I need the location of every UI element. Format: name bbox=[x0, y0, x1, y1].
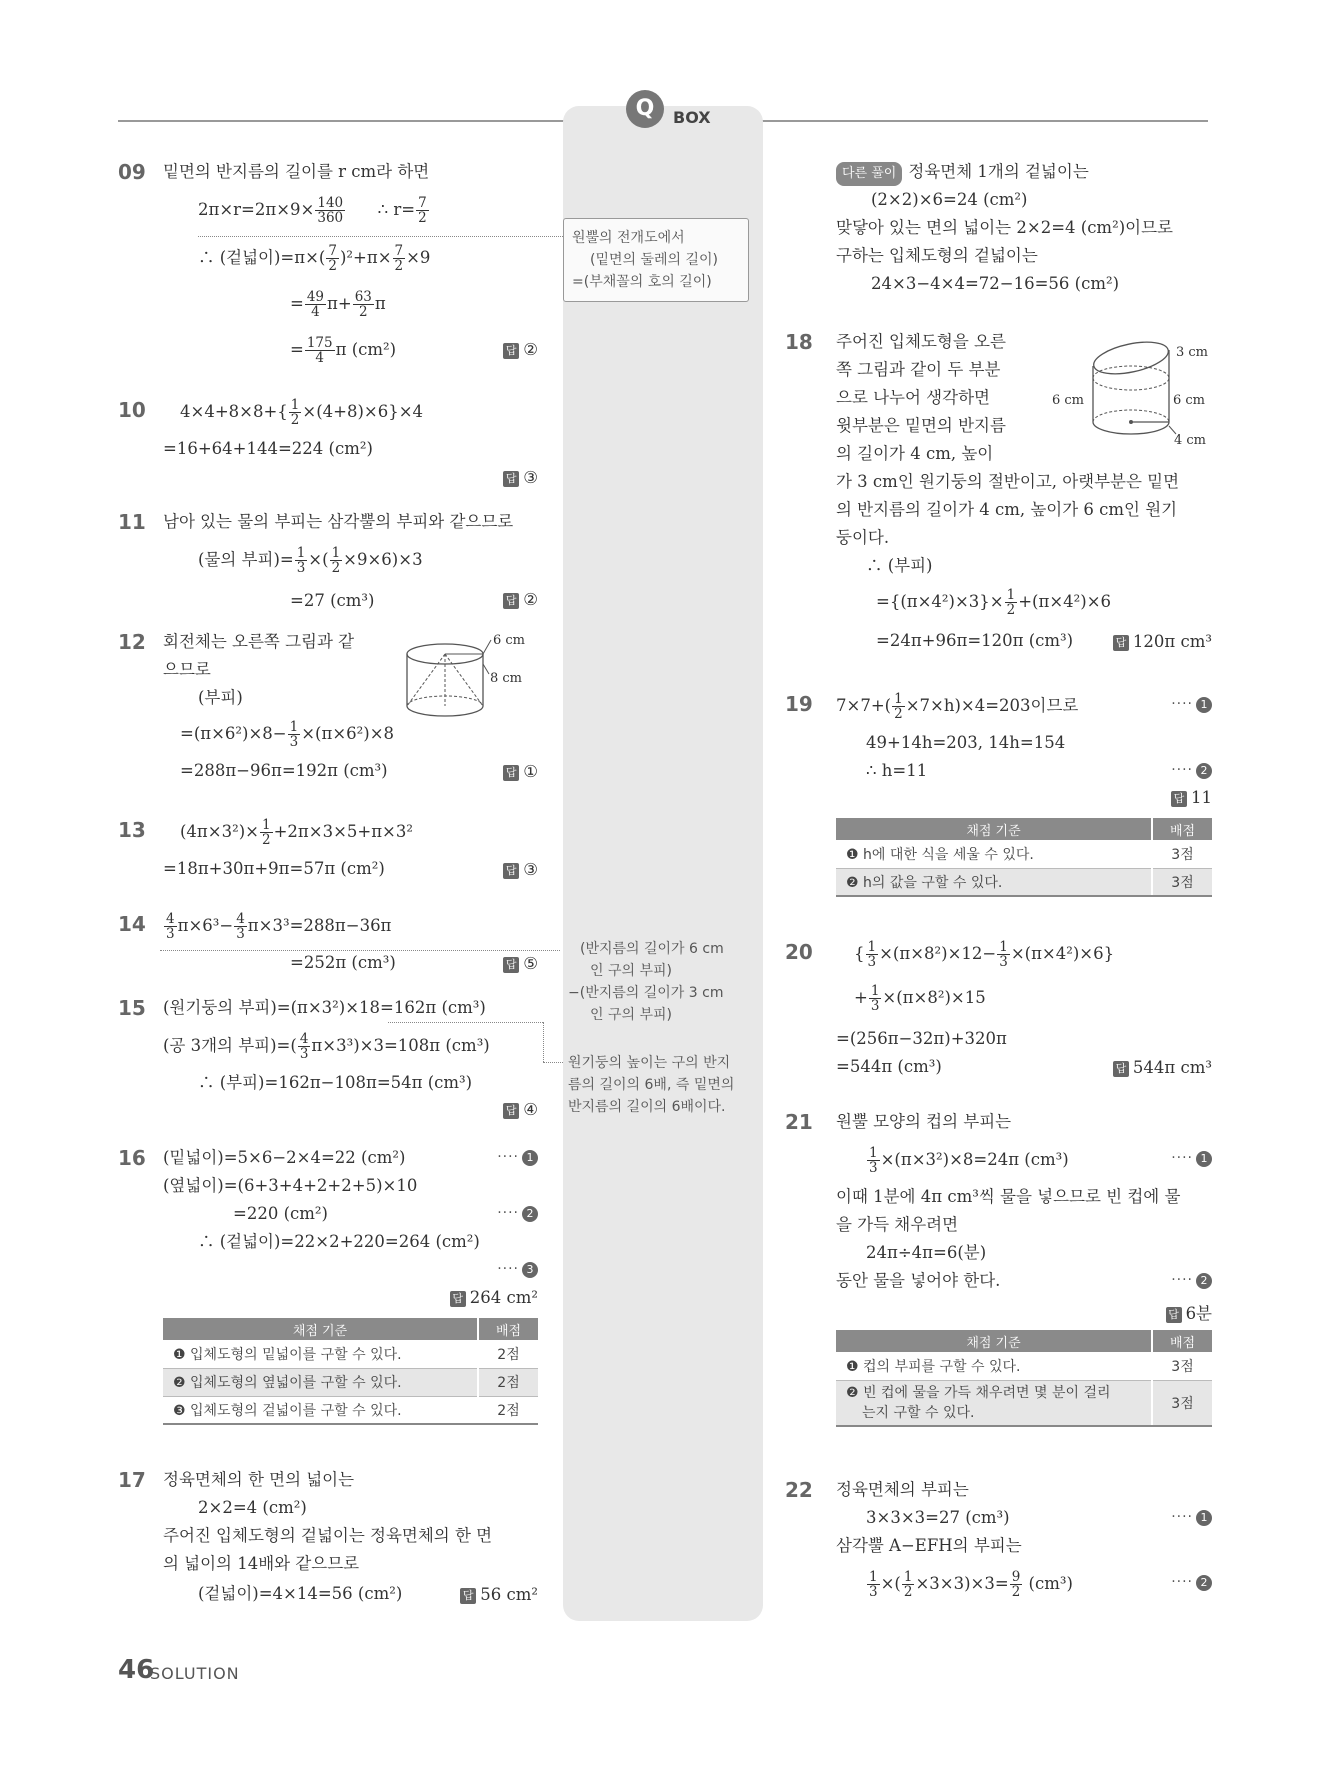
solution-line: 정육면체의 한 면의 넓이는 bbox=[163, 1470, 355, 1489]
solution-line: 의 넓이의 14배와 같으므로 bbox=[163, 1554, 360, 1573]
grading-points: 3점 bbox=[1152, 1380, 1212, 1426]
solution-line: 밑면의 반지름의 길이를 r cm라 하면 bbox=[163, 162, 430, 181]
answer-icon: 답 bbox=[503, 1103, 519, 1119]
answer-icon: 답 bbox=[1166, 1307, 1182, 1323]
answer-value: ② bbox=[523, 590, 538, 609]
solution-line: = $\frac{175}{4}$ π (cm²) bbox=[290, 335, 397, 366]
answer-icon: 답 bbox=[503, 765, 519, 781]
page-number: 46 bbox=[118, 1655, 155, 1685]
solution-line: ∴ (겉넓이)=π×( $\frac{7}{2}$ )²+π× $\frac{7}{2}$ ×9 bbox=[198, 243, 431, 274]
grading-criterion bbox=[836, 1380, 1152, 1426]
answer-value: 544π cm³ bbox=[1132, 1058, 1212, 1077]
grading-points: 3점 bbox=[1152, 1352, 1212, 1380]
problem-number: 21 bbox=[785, 1110, 813, 1134]
answer-value: 6분 bbox=[1185, 1304, 1212, 1323]
solution-line: 정육면체의 부피는 bbox=[836, 1480, 969, 1499]
grading-points: 2점 bbox=[478, 1396, 538, 1424]
solution-line: 구하는 입체도형의 겉넓이는 bbox=[836, 246, 1038, 265]
answer bbox=[1166, 1300, 1212, 1324]
solution-line: (부피) bbox=[198, 688, 243, 707]
leader-line bbox=[543, 1062, 563, 1063]
answer bbox=[503, 468, 538, 487]
answer-value: ⑤ bbox=[523, 954, 538, 973]
solution-line: $\frac{1}{3}$ ×(π×3²)×8=24π (cm³) bbox=[869, 1145, 1069, 1176]
problem-number: 10 bbox=[118, 398, 146, 422]
solution-line: 7×7+( $\frac{1}{2}$ ×7×h)×4=203이므로 bbox=[836, 691, 1079, 722]
answer-value: ③ bbox=[523, 468, 538, 487]
grading-table bbox=[163, 1318, 538, 1425]
qbox-sidebar bbox=[563, 106, 763, 1621]
answer-icon: 답 bbox=[503, 863, 519, 879]
solution-line: =18π+30π+9π=57π (cm²) bbox=[163, 859, 385, 878]
solution-line: ∴ (부피)=162π−108π=54π (cm³) bbox=[198, 1073, 473, 1092]
step-marker: ···· 3 bbox=[497, 1261, 538, 1278]
answer-value: 56 cm² bbox=[480, 1585, 538, 1604]
answer-icon: 답 bbox=[503, 593, 519, 609]
grading-header: 채점 기준 bbox=[163, 1318, 478, 1340]
solution-line: 주어진 입체도형을 오른 bbox=[836, 332, 1006, 351]
step-marker: ···· 1 bbox=[1171, 696, 1212, 713]
problem-number: 13 bbox=[118, 818, 146, 842]
solution-line: 남아 있는 물의 부피는 삼각뿔의 부피와 같으므로 bbox=[163, 512, 514, 531]
grading-points: 3점 bbox=[1152, 868, 1212, 896]
solution-line: =288π−96π=192π (cm³) bbox=[180, 761, 388, 780]
note-line: 반지름의 길이의 6배이다. bbox=[568, 1099, 726, 1115]
answer-icon: 답 bbox=[460, 1588, 476, 1604]
grading-table bbox=[836, 1330, 1212, 1427]
answer bbox=[503, 762, 538, 781]
solution-line: (4π×3²)× $\frac{1}{2}$ +2π×3×5+π×3² bbox=[180, 817, 413, 848]
leader-line bbox=[198, 236, 563, 237]
solution-line: 2×2=4 (cm²) bbox=[198, 1498, 307, 1517]
note-line: (반지름의 길이가 6 cm bbox=[580, 941, 724, 957]
solution-line: 으로 나누어 생각하면 bbox=[836, 388, 990, 407]
step-marker: ···· 2 bbox=[497, 1205, 538, 1222]
answer-value: ① bbox=[523, 762, 538, 781]
problem-number: 20 bbox=[785, 940, 813, 964]
problem-number: 16 bbox=[118, 1146, 146, 1170]
note-line: 름의 길이의 6배, 즉 밑면의 bbox=[568, 1077, 735, 1093]
solution-line: (원기둥의 부피)=(π×3²)×18=162π (cm³) bbox=[163, 998, 486, 1017]
answer bbox=[1113, 1058, 1212, 1077]
answer bbox=[503, 860, 538, 879]
solution-line: 을 가득 채우려면 bbox=[836, 1215, 959, 1234]
answer-value: ③ bbox=[523, 860, 538, 879]
figure-label: 8 cm bbox=[490, 671, 523, 686]
step-marker: ···· 1 bbox=[1171, 1150, 1212, 1167]
solution-line: ∴ (겉넓이)=22×2+220=264 (cm²) bbox=[198, 1232, 480, 1251]
grading-points: 2점 bbox=[478, 1368, 538, 1396]
solution-line: 의 반지름의 길이가 4 cm, 높이가 6 cm인 원기 bbox=[836, 500, 1178, 519]
alt-solution-tag: 다른 풀이 bbox=[836, 162, 902, 186]
note-line: 원기둥의 높이는 구의 반지 bbox=[568, 1055, 731, 1071]
grading-criterion: ❶ 컵의 부피를 구할 수 있다. bbox=[836, 1352, 1152, 1380]
step-marker: ···· 1 bbox=[497, 1149, 538, 1166]
answer-icon: 답 bbox=[1113, 635, 1129, 651]
solution-line: =16+64+144=224 (cm²) bbox=[163, 439, 373, 458]
solution-text: 정육면체 1개의 겉넓이는 bbox=[908, 162, 1089, 181]
grading-criterion: ❶ 입체도형의 밑넓이를 구할 수 있다. bbox=[163, 1340, 478, 1368]
solution-line: 윗부분은 밑면의 반지름 bbox=[836, 416, 1006, 435]
solution-line: =252π (cm³) bbox=[290, 953, 396, 972]
solution-line: =220 (cm²) bbox=[233, 1204, 328, 1223]
answer bbox=[503, 340, 538, 359]
solution-line: 가 3 cm인 원기둥의 절반이고, 아랫부분은 밑면 bbox=[836, 472, 1180, 491]
solution-line: 으므로 bbox=[163, 660, 211, 679]
solution-line: 회전체는 오른쪽 그림과 같 bbox=[163, 632, 355, 651]
answer-value: 264 cm² bbox=[469, 1288, 538, 1307]
problem-number: 12 bbox=[118, 630, 146, 654]
solution-line: (옆넓이)=(6+3+4+2+2+5)×10 bbox=[163, 1176, 418, 1195]
problem-number: 09 bbox=[118, 160, 146, 184]
answer-value: ② bbox=[523, 340, 538, 359]
solution-line: 2π×r=2π×9× $\frac{140}{360}$ ∴ r= $\frac{7}{2}$ bbox=[198, 195, 427, 226]
solution-line: 이때 1분에 4π cm³씩 물을 넣으므로 빈 컵에 물 bbox=[836, 1187, 1181, 1206]
note-line: −(반지름의 길이가 3 cm bbox=[568, 985, 724, 1001]
grading-points: 3점 bbox=[1152, 840, 1212, 868]
problem-number: 17 bbox=[118, 1468, 146, 1492]
solution-line: $\frac{1}{3}$ ×( $\frac{1}{2}$ ×3×3)×3= $\frac{9}{2}$ (cm³) bbox=[869, 1569, 1073, 1600]
solution-line: (겉넓이)=4×14=56 (cm²) bbox=[198, 1584, 403, 1603]
grading-criterion: ❸ 입체도형의 겉넓이를 구할 수 있다. bbox=[163, 1396, 478, 1424]
answer-icon: 답 bbox=[450, 1291, 466, 1307]
solution-line: ∴ (부피) bbox=[866, 556, 933, 575]
answer bbox=[450, 1288, 538, 1307]
problem-number: 15 bbox=[118, 996, 146, 1020]
solution-line: 49+14h=203, 14h=154 bbox=[866, 733, 1066, 752]
answer bbox=[1113, 632, 1212, 651]
answer-icon: 답 bbox=[1171, 791, 1187, 807]
leader-line bbox=[388, 1022, 543, 1023]
solution-line: =27 (cm³) bbox=[290, 591, 375, 610]
figure-label: 6 cm bbox=[493, 633, 526, 648]
leader-line bbox=[543, 1022, 544, 1062]
solution-line: 맞닿아 있는 면의 넓이는 2×2=4 (cm²)이므로 bbox=[836, 218, 1173, 237]
solution-line: 24×3−4×4=72−16=56 (cm²) bbox=[871, 274, 1120, 293]
answer bbox=[1171, 788, 1212, 807]
answer-value: 120π cm³ bbox=[1132, 632, 1212, 651]
answer bbox=[503, 590, 538, 609]
box-label: BOX bbox=[673, 108, 711, 127]
grading-header: 배점 bbox=[478, 1318, 538, 1340]
grading-header: 배점 bbox=[1152, 818, 1212, 840]
problem-number: 22 bbox=[785, 1478, 813, 1502]
answer bbox=[460, 1585, 538, 1604]
problem-number: 19 bbox=[785, 692, 813, 716]
solution-line: 3×3×3=27 (cm³) bbox=[866, 1508, 1010, 1527]
solution-line: (밑넓이)=5×6−2×4=22 (cm²) bbox=[163, 1148, 406, 1167]
problem-number: 11 bbox=[118, 510, 146, 534]
step-marker: ···· 2 bbox=[1171, 762, 1212, 779]
answer-icon: 답 bbox=[503, 343, 519, 359]
answer bbox=[503, 954, 538, 973]
grading-criterion: ❷ h의 값을 구할 수 있다. bbox=[836, 868, 1152, 896]
solution-line: 동안 물을 넣어야 한다. bbox=[836, 1271, 1001, 1290]
note-sphere-volume bbox=[568, 938, 724, 1026]
solution-line: (공 3개의 부피)=( $\frac{4}{3}$ π×3³)×3=108π (cm³) bbox=[163, 1031, 490, 1062]
answer-icon: 답 bbox=[1113, 1061, 1129, 1077]
problem-number: 18 bbox=[785, 330, 813, 354]
grading-points: 2점 bbox=[478, 1340, 538, 1368]
solution-line: =(256π−32π)+320π bbox=[836, 1029, 1007, 1048]
grading-criterion: ❶ h에 대한 식을 세울 수 있다. bbox=[836, 840, 1152, 868]
answer bbox=[503, 1100, 538, 1119]
solution-line: 24π÷4π=6(분) bbox=[866, 1243, 987, 1262]
answer-value: ④ bbox=[523, 1100, 538, 1119]
footer-label: SOLUTION bbox=[150, 1664, 240, 1683]
grading-table bbox=[836, 818, 1212, 897]
q-badge: Q bbox=[626, 90, 664, 128]
solution-line: 원뿔 모양의 컵의 부피는 bbox=[836, 1112, 1012, 1131]
solution-line: =24π+96π=120π (cm³) bbox=[876, 631, 1074, 650]
solution-line: 주어진 입체도형의 겉넓이는 정육면체의 한 면 bbox=[163, 1526, 493, 1545]
grading-criterion: ❷ 입체도형의 옆넓이를 구할 수 있다. bbox=[163, 1368, 478, 1396]
solution-line: ∴ h=11 bbox=[866, 761, 928, 780]
note-line: =(부채꼴의 호의 길이) bbox=[572, 274, 712, 290]
solution-line: 삼각뿔 A−EFH의 부피는 bbox=[836, 1536, 1022, 1555]
solution-line: 둥이다. bbox=[836, 528, 890, 547]
note-cylinder-height bbox=[568, 1052, 734, 1118]
solution-line bbox=[836, 161, 1089, 186]
solution-line: 쪽 그림과 같이 두 부분 bbox=[836, 360, 1001, 379]
step-marker: ···· 2 bbox=[1171, 1574, 1212, 1591]
note-cone-net bbox=[563, 218, 749, 302]
solution-line: ={(π×4²)×3}× $\frac{1}{2}$ +(π×4²)×6 bbox=[876, 587, 1112, 618]
solution-line: =544π (cm³) bbox=[836, 1057, 942, 1076]
solution-line: 의 길이가 4 cm, 높이 bbox=[836, 444, 994, 463]
note-line: 원뿔의 전개도에서 bbox=[572, 230, 685, 246]
figure-label: 3 cm bbox=[1176, 345, 1209, 360]
grading-header: 배점 bbox=[1152, 1330, 1212, 1352]
solution-line: 4×4+8×8+{ $\frac{1}{2}$ ×(4+8)×6}×4 bbox=[180, 397, 424, 428]
grading-header: 채점 기준 bbox=[836, 1330, 1152, 1352]
solution-line: + $\frac{1}{3}$ ×(π×8²)×15 bbox=[854, 983, 986, 1014]
solution-line: (2×2)×6=24 (cm²) bbox=[871, 190, 1028, 209]
figure-label: 6 cm bbox=[1052, 393, 1085, 408]
answer-icon: 답 bbox=[503, 471, 519, 487]
answer-icon: 답 bbox=[503, 957, 519, 973]
problem-number: 14 bbox=[118, 912, 146, 936]
note-line: (밑면의 둘레의 길이) bbox=[590, 252, 719, 268]
figure-label: 4 cm bbox=[1174, 433, 1207, 448]
criterion-line: ❷ 빈 컵에 물을 가득 채우려면 몇 분이 걸리 bbox=[846, 1384, 1111, 1401]
solution-line: = $\frac{49}{4}$ π+ $\frac{63}{2}$ π bbox=[290, 289, 386, 320]
leader-line bbox=[160, 950, 560, 951]
solution-line: (물의 부피)= $\frac{1}{3}$ ×( $\frac{1}{2}$ ×9×6)×3 bbox=[198, 545, 423, 576]
solution-line: { $\frac{1}{3}$ ×(π×8²)×12− $\frac{1}{3}$ ×(π×4²)×6} bbox=[854, 939, 1115, 970]
solution-line: $\frac{4}{3}$ π×6³− $\frac{4}{3}$ π×3³=288π−36π bbox=[166, 911, 392, 942]
note-line: 인 구의 부피) bbox=[590, 963, 672, 979]
solution-line: =(π×6²)×8− $\frac{1}{3}$ ×(π×6²)×8 bbox=[180, 719, 395, 750]
answer-value: 11 bbox=[1191, 788, 1212, 807]
note-line: 인 구의 부피) bbox=[590, 1007, 672, 1023]
figure-label: 6 cm bbox=[1173, 393, 1206, 408]
step-marker: ···· 1 bbox=[1171, 1509, 1212, 1526]
criterion-line: 는지 구할 수 있다. bbox=[862, 1404, 975, 1421]
step-marker: ···· 2 bbox=[1171, 1272, 1212, 1289]
grading-header: 채점 기준 bbox=[836, 818, 1152, 840]
